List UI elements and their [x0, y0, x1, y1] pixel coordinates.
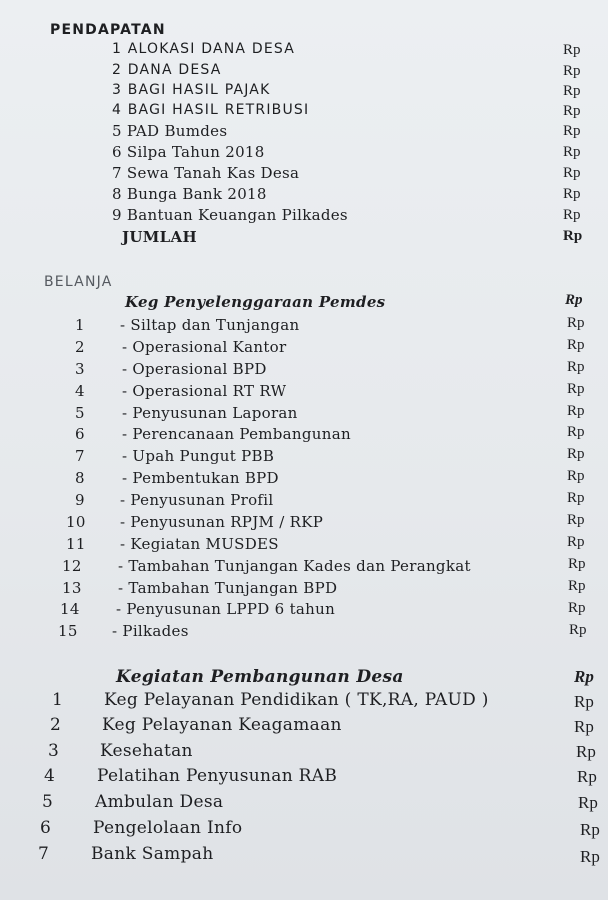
row-number: 1	[75, 316, 85, 334]
list-item: - Operasional Kantor	[122, 338, 287, 356]
row-number: 5	[75, 404, 85, 422]
pendapatan-item-label: 3 BAGI HASIL PAJAK	[112, 82, 271, 98]
list-item: Bank Sampah	[91, 844, 214, 864]
row-number: 10	[66, 513, 86, 531]
pendapatan-item-currency: Rp	[563, 123, 581, 139]
pendapatan-item-currency: Rp	[563, 186, 581, 202]
list-item: - Siltap dan Tunjangan	[120, 316, 300, 334]
list-item-currency: Rp	[567, 381, 585, 397]
row-number: 9	[75, 491, 85, 509]
list-item-currency: Rp	[567, 424, 585, 440]
list-item-currency: Rp	[567, 512, 585, 528]
list-item-currency: Rp	[577, 767, 597, 786]
row-number: 2	[75, 338, 85, 356]
group1-title: Keg Penyelenggaraan Pemdes	[125, 293, 386, 311]
group2-currency: Rp	[574, 667, 594, 686]
list-item-currency: Rp	[569, 622, 587, 638]
list-item-currency: Rp	[567, 446, 585, 462]
list-item-currency: Rp	[578, 793, 598, 812]
list-item-currency: Rp	[580, 847, 600, 866]
pendapatan-item-currency: Rp	[563, 144, 581, 160]
list-item: - Upah Pungut PBB	[122, 447, 275, 465]
list-item-currency: Rp	[567, 403, 585, 419]
pendapatan-item-label: 9 Bantuan Keuangan Pilkades	[112, 206, 348, 224]
group1-currency: Rp	[565, 292, 583, 308]
list-item: - Penyusunan RPJM / RKP	[120, 513, 324, 531]
list-item-currency: Rp	[567, 315, 585, 331]
list-item: - Penyusunan Profil	[120, 491, 274, 509]
list-item: - Pilkades	[112, 622, 189, 640]
row-number: 7	[38, 844, 50, 864]
list-item: - Operasional BPD	[122, 360, 267, 378]
list-item: Ambulan Desa	[95, 792, 224, 812]
pendapatan-item-currency: Rp	[563, 42, 581, 58]
list-item-currency: Rp	[576, 742, 596, 761]
list-item-currency: Rp	[574, 717, 594, 736]
row-number: 2	[50, 715, 62, 735]
list-item-currency: Rp	[574, 692, 594, 711]
row-number: 7	[75, 447, 85, 465]
list-item-currency: Rp	[567, 534, 585, 550]
row-number: 14	[60, 600, 80, 618]
list-item: - Tambahan Tunjangan BPD	[118, 579, 338, 597]
list-item: Kesehatan	[100, 741, 193, 761]
pendapatan-item-currency: Rp	[563, 83, 581, 99]
list-item: Keg Pelayanan Keagamaan	[102, 715, 342, 735]
group2-title: Kegiatan Pembangunan Desa	[116, 667, 404, 687]
row-number: 6	[75, 425, 85, 443]
row-number: 8	[75, 469, 85, 487]
pendapatan-item-label: 6 Silpa Tahun 2018	[112, 143, 265, 161]
list-item: - Penyusunan LPPD 6 tahun	[116, 600, 336, 618]
list-item: - Perencanaan Pembangunan	[122, 425, 351, 443]
list-item-currency: Rp	[567, 359, 585, 375]
pendapatan-item-currency: Rp	[563, 103, 581, 119]
row-number: 3	[48, 741, 60, 761]
pendapatan-item-currency: Rp	[563, 207, 581, 223]
list-item-currency: Rp	[567, 337, 585, 353]
row-number: 6	[40, 818, 52, 838]
list-item-currency: Rp	[568, 556, 586, 572]
row-number: 13	[62, 579, 82, 597]
list-item: Pengelolaan Info	[93, 818, 243, 838]
list-item: - Penyusunan Laporan	[122, 404, 298, 422]
list-item: - Operasional RT RW	[122, 382, 287, 400]
pendapatan-item-label: 7 Sewa Tanah Kas Desa	[112, 164, 300, 182]
row-number: 12	[62, 557, 82, 575]
pendapatan-item-label: 4 BAGI HASIL RETRIBUSI	[112, 102, 310, 118]
list-item: Pelatihan Penyusunan RAB	[97, 766, 338, 786]
list-item-currency: Rp	[568, 600, 586, 616]
pendapatan-item-label: 5 PAD Bumdes	[112, 122, 228, 140]
list-item-currency: Rp	[568, 578, 586, 594]
row-number: 15	[58, 622, 78, 640]
list-item-currency: Rp	[580, 820, 600, 839]
belanja-heading: BELANJA	[44, 274, 113, 290]
list-item: Keg Pelayanan Pendidikan ( TK,RA, PAUD )	[104, 690, 489, 710]
pendapatan-item-label: 8 Bunga Bank 2018	[112, 185, 267, 203]
pendapatan-item-label: 2 DANA DESA	[112, 62, 222, 78]
list-item-currency: Rp	[567, 490, 585, 506]
pendapatan-heading: PENDAPATAN	[50, 22, 166, 38]
list-item: - Pembentukan BPD	[122, 469, 279, 487]
pendapatan-item-currency: Rp	[563, 63, 581, 79]
row-number: 3	[75, 360, 85, 378]
row-number: 1	[52, 690, 64, 710]
list-item-currency: Rp	[567, 468, 585, 484]
pendapatan-item-currency: Rp	[563, 165, 581, 181]
row-number: 11	[66, 535, 86, 553]
jumlah-label: JUMLAH	[122, 228, 197, 246]
row-number: 4	[75, 382, 85, 400]
pendapatan-item-label: 1 ALOKASI DANA DESA	[112, 41, 295, 57]
row-number: 5	[42, 792, 54, 812]
list-item: - Kegiatan MUSDES	[120, 535, 279, 553]
jumlah-currency: Rp	[563, 228, 583, 244]
row-number: 4	[44, 766, 56, 786]
list-item: - Tambahan Tunjangan Kades dan Perangkat	[118, 557, 471, 575]
